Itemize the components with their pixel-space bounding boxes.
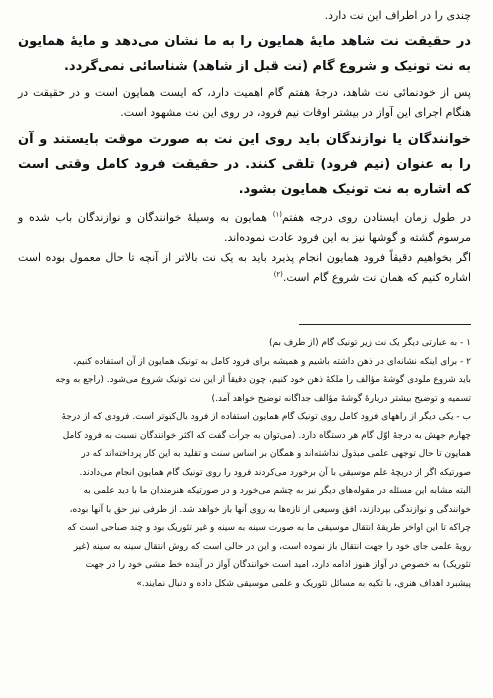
footnote-b-line-3: همایون تا حال توجهی علمی مبذول نداشته‌اند و همگان بر اساس سنت و تقلید به این کار پرداخته‌اند که در <box>81 449 471 459</box>
footnote-1: ۱ - به عبارتی دیگر یک نت زیر تونیک گام (از طرف بم) <box>269 338 471 348</box>
footnote-separator <box>299 324 471 325</box>
intro-line: چندی را در اطراف این نت دارد. <box>324 9 471 22</box>
footnote-b-line-9: تئوریک) به خصوص در آواز هنوز ادامه دارد، امید است خوانندگان آواز در آینده خط مشی خود را در جهت <box>85 560 471 570</box>
footnote-ref-2: (۲) <box>273 270 283 279</box>
footnote-2-line-3: تسمیه و توضیح بیشتر دربارهٔ گوشهٔ مؤالف جداگانه توضیح خواهد آمد.) <box>211 393 471 404</box>
paragraph-3 <box>18 208 471 248</box>
footnote-b-line-8: رویهٔ علمی جای خود را جهت انتقال باز نموده است، و این در حالی است که روش انتقال سینه به سینه (غیر <box>73 541 471 552</box>
paragraph-4 <box>18 248 471 288</box>
footnote-b-line-5: البته مشابه این مسئله در مقوله‌های دیگر نیز به چشم می‌خورد و در صورتیکه هنرمندان ما با دید علمی به <box>83 486 471 496</box>
footnote-b-line-4: صورتیکه اگر از دریچهٔ علم موسیقی با آن برخورد می‌کردند فرود را روی تونیک گام همایون انجام می‌دادند. <box>79 467 471 478</box>
paragraph-3-text-a: در طول زمان ایستادن روی درجه هفتم <box>282 211 471 224</box>
paragraph-3-text-b: همایون به وسیلهٔ خوانندگان و نوازندگان باب شده و مرسوم گشته و گوشها نیز به این فرود عادت نموده‌اند. <box>18 211 471 244</box>
bold-paragraph-1: در حقیقت نت شاهد مایهٔ همایون را به ما نشان می‌دهد و مایهٔ همایون به نت تونیک و شروع گام (نت قبل از شاهد) شناسائی نمی‌گردد. <box>18 34 471 74</box>
footnote-ref-1: (۱) <box>272 210 283 219</box>
footnote-2-line-2: باید شروع ملودی گوشهٔ مؤالف را ملکهٔ ذهن خود کنیم، چون دقیقاً از این نت تونیک شروع می‌شود. (راجع به وجه <box>55 375 471 385</box>
paragraph-2: پس از خودنمائی نت شاهد، درجهٔ هفتم گام اهمیت دارد، که ایست همایون است و در حقیقت در هنگام اجرای این آواز در بیشتر اوقات نیم فرود، در روی این نت مشهود است. <box>18 86 471 119</box>
footnote-b-line-6: خوانندگی و نوازندگی بپردازند، افق وسیعی از تازه‌ها به روی آنها باز خواهد شد. از طرفی نیز حق با آنها بوده، <box>69 504 471 515</box>
footnote-b-line-7: چراکه تا این اواخر طریقهٔ انتقال موسیقی ما به صورت سینه به سینه و غیر تئوریک بود و چند صباحی است که <box>67 523 471 533</box>
footnote-b-line-1: ب - یکی دیگر از راههای فرود کامل روی تونیک گام همایون استفاده از فرود بال‌کبوتر است. فرودی که از درجهٔ <box>61 412 471 422</box>
bold-paragraph-2: خوانندگان یا نوازندگان باید روی این نت به صورت موقت بایستند و آن را به عنوان (نیم فرود) تلقی کنند. در حقیقت فرود کامل وقتی است که اشاره به نت تونیک همایون بشود. <box>18 132 471 197</box>
footnote-2-line-1: ۲ - برای اینکه نشانه‌ای در ذهن داشته باشیم و همیشه برای فرود کامل به تونیک همایون از آن استفاده کنیم، <box>73 356 471 367</box>
footnote-b-line-10: پیشبرد اهداف هنری، با تکیه به مسائل تئوریک و علمی موسیقی شکل داده و دنبال نمایند.» <box>136 578 471 589</box>
footnote-b-line-2: چهارم جهش به درجهٔ اوّل گام هر دستگاه دارد. (می‌توان به جرأت گفت که اکثر خوانندگان نسبت به فرود کامل <box>62 430 471 441</box>
paragraph-4-text: اگر بخواهیم دقیقاً فرود همایون انجام پذیرد باید به یک نت بالاتر از آنچه تا حال معمول بوده است اشاره کنیم که همان نت شروع گام است. <box>18 251 471 284</box>
